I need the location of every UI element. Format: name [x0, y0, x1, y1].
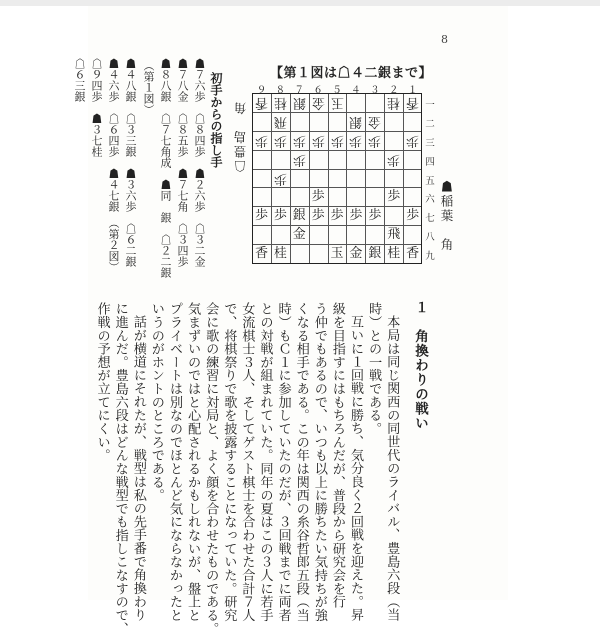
- shogi-piece: 歩: [273, 208, 287, 224]
- text-column: 作戦の予想が立てにくい。: [94, 302, 110, 462]
- shogi-piece: 香: [406, 246, 420, 262]
- shogi-piece: 桂: [273, 246, 287, 262]
- text-column: 女流棋士３人、そしてゲスト棋士を合わせた合計７人: [239, 302, 255, 622]
- shogi-piece: 飛: [273, 113, 287, 129]
- rank-label: 五: [425, 175, 435, 187]
- shogi-piece: 飛: [387, 227, 401, 243]
- figure-title: 【第１図は☖４二銀まで】: [270, 66, 433, 81]
- shogi-piece: 歩: [368, 208, 382, 224]
- shogi-piece: 桂: [387, 95, 401, 110]
- move-column: ☗８八銀 ☖７七角成 ☗同 銀 ☖２二銀: [159, 58, 172, 278]
- text-column: プライベートは別なのでほとんど気にならなかったと: [167, 302, 182, 622]
- text-column: いうのがホントのところである。: [148, 302, 164, 502]
- top-edge: [0, 0, 600, 6]
- shogi-piece: 歩: [406, 132, 420, 148]
- board-rank-labels: [424, 93, 436, 264]
- shogi-piece: 銀: [292, 95, 306, 110]
- grid-line: [309, 94, 310, 263]
- shogi-piece: 玉: [330, 246, 344, 262]
- sente-hand: ☗稲葉 角: [439, 180, 454, 253]
- text-column: 級を目指すにはもちろんだが、普段から研究会を行: [329, 302, 345, 609]
- shogi-board: [252, 93, 422, 264]
- text-column: との対戦が組まれていた。同年の夏はこの３人に若手: [257, 302, 273, 622]
- shogi-piece: 歩: [330, 208, 344, 224]
- text-column: で、将棋祭りで歌を披露することになっていた。研究: [221, 302, 237, 622]
- move-column: ☖６三銀: [73, 58, 86, 102]
- shogi-piece: 歩: [273, 170, 287, 186]
- text-column: う仲でもあるので、いつも以上に勝ちたい気持ちが強: [311, 302, 327, 622]
- rank-label: 九: [425, 251, 435, 263]
- shogi-piece: 歩: [387, 189, 401, 205]
- shogi-piece: 銀: [292, 208, 306, 224]
- shogi-piece: 歩: [311, 208, 325, 224]
- text-column: くなる相手である。この年は関西の糸谷哲郎五段（当: [293, 302, 309, 622]
- move-column: ☗７六歩 ☖８四歩 ☗２六歩 ☖３二金: [193, 58, 206, 267]
- text-column: 会に歌の練習に対局と、よく顔を合わせたものである。: [203, 302, 219, 635]
- move-column: ☗４六歩 ☖６四歩 ☗４七銀 （第２図）: [107, 58, 120, 273]
- text-column: 本局は同じ関西の同世代のライバル、豊島六段（当: [384, 315, 400, 622]
- shogi-piece: 玉: [330, 95, 344, 110]
- shogi-piece: 金: [292, 227, 306, 243]
- text-column: に進んだ。豊島六段はどんな戦型でも指しこなすので、: [112, 302, 128, 635]
- move-column: ☗７八金 ☖８五歩 ☗７七角 ☖３四歩: [176, 58, 189, 267]
- file-label: ２: [388, 85, 399, 96]
- shogi-piece: 金: [368, 113, 382, 129]
- file-label: ７: [294, 85, 305, 96]
- shogi-piece: 香: [254, 246, 268, 262]
- shogi-piece: 歩: [387, 151, 401, 167]
- rank-label: 四: [425, 156, 435, 168]
- text-column: 気まずいのではと心配されるかもしれないが、盤上と: [185, 302, 201, 622]
- board-file-labels: [252, 82, 422, 96]
- rank-label: 七: [425, 213, 435, 225]
- file-label: ６: [313, 85, 323, 96]
- file-label: １: [407, 85, 418, 96]
- shogi-piece: 歩: [311, 132, 325, 148]
- grid-line: [328, 94, 329, 263]
- rank-label: 二: [425, 118, 435, 130]
- shogi-piece: 歩: [255, 132, 269, 148]
- move-column: （第１図）: [142, 60, 155, 115]
- shogi-piece: 歩: [273, 132, 287, 148]
- file-label: ５: [332, 85, 342, 96]
- rank-label: 三: [425, 137, 435, 149]
- shogi-piece: 桂: [387, 246, 401, 262]
- section-heading: １ 角換わりの戦い: [412, 300, 428, 431]
- shogi-piece: 銀: [349, 113, 363, 129]
- move-column: ☖９四歩 ☗３七桂: [90, 58, 103, 157]
- text-column: 話が横道にそれたが、戦型は私の先手番で角換わり: [130, 315, 146, 622]
- rank-label: 八: [425, 232, 435, 244]
- shogi-piece: 歩: [330, 132, 344, 148]
- rank-label: 六: [425, 194, 435, 206]
- shogi-piece: 歩: [292, 151, 306, 167]
- shogi-piece: 歩: [349, 208, 363, 224]
- rank-label: 一: [425, 100, 435, 111]
- shogi-piece: 歩: [311, 189, 325, 205]
- shogi-piece: 桂: [273, 95, 287, 110]
- shogi-piece: 銀: [368, 246, 382, 262]
- text-column: 互いに１回戦に勝ち、気分良く２回戦を迎えた。昇: [348, 315, 363, 622]
- gote-hand: ☖豊島 角: [233, 100, 248, 173]
- shogi-piece: 歩: [349, 132, 363, 148]
- move-column: ☗４八銀 ☖３三銀 ☗３六歩 ☖６二銀: [124, 58, 137, 267]
- shogi-piece: 香: [406, 95, 420, 110]
- shogi-piece: 金: [311, 95, 325, 110]
- shogi-piece: 金: [349, 246, 363, 262]
- file-label: ８: [275, 85, 286, 96]
- text-column: 時）との一戦である。: [366, 302, 382, 436]
- shogi-piece: 歩: [406, 208, 420, 224]
- text-column: 時）もＣ１に参加していたのだが、３回戦までに両者: [275, 302, 291, 622]
- file-label: ４: [351, 85, 361, 96]
- file-label: ３: [370, 85, 380, 96]
- shogi-piece: 歩: [254, 208, 268, 224]
- shogi-piece: 香: [255, 95, 269, 110]
- page-number: 8: [441, 33, 448, 46]
- shogi-piece: 歩: [368, 132, 382, 148]
- file-label: ９: [256, 85, 267, 96]
- shogi-piece: 歩: [292, 132, 306, 148]
- grid-line: [403, 94, 404, 263]
- moves-title: 初手からの指し手: [209, 72, 223, 168]
